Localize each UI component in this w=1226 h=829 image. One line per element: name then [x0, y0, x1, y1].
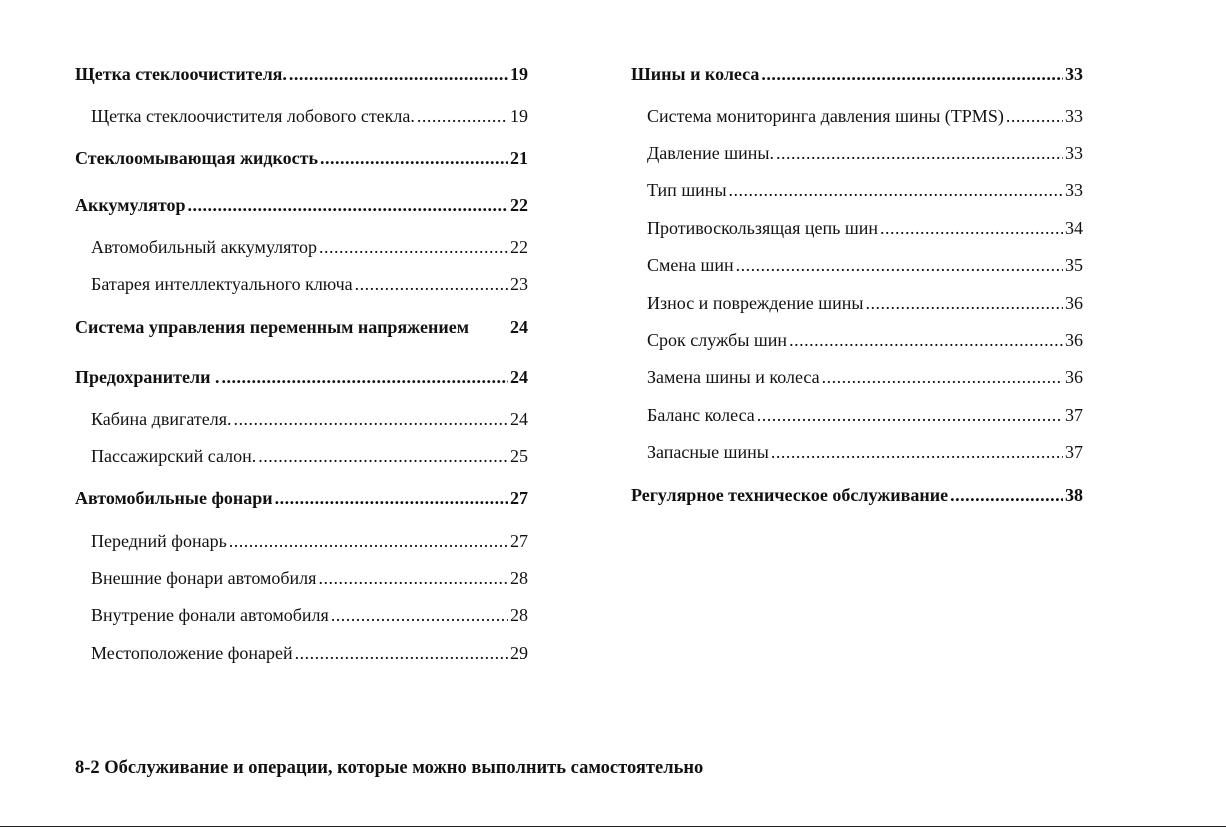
- toc-entry-page-number: 37: [1065, 442, 1083, 462]
- toc-entry: [75, 567, 528, 589]
- toc-dot-leader: [757, 404, 1063, 426]
- toc-entry-title: Регулярное техническое обслуживание: [631, 485, 949, 505]
- toc-entry-title: Система мониторинга давления шины (TPMS): [647, 106, 1004, 126]
- toc-entry: [631, 292, 1083, 314]
- toc-dot-leader: [822, 366, 1063, 388]
- toc-entry-page-number: 22: [510, 195, 528, 215]
- toc-entry-page-number: 34: [1065, 218, 1083, 238]
- toc-entry: [75, 236, 528, 258]
- toc-dot-leader: [789, 329, 1063, 351]
- toc-entry-page-number: 28: [510, 605, 528, 625]
- page-footer: 8-2 Обслуживание и операции, которые можно выполнить самостоятельно: [75, 758, 704, 778]
- toc-dot-leader: [295, 642, 508, 664]
- toc-entry: [75, 105, 528, 127]
- toc-dot-leader: [950, 484, 1063, 506]
- toc-entry-title: Запасные шины: [647, 442, 769, 462]
- toc-entry-page-number: 36: [1065, 293, 1083, 313]
- toc-entry-page-number: 35: [1065, 255, 1083, 275]
- toc-entry-page-number: 33: [1065, 180, 1083, 200]
- toc-entry-title: Предохранители .: [75, 367, 220, 387]
- toc-entry: [631, 217, 1083, 239]
- toc-entry: [75, 147, 528, 169]
- toc-entry-page-number: 24: [510, 367, 528, 387]
- toc-entry: [75, 487, 528, 509]
- toc-entry-page-number: 33: [1065, 106, 1083, 126]
- toc-entry: [631, 441, 1083, 463]
- toc-entry: [75, 194, 528, 216]
- toc-entry-page-number: 33: [1065, 64, 1083, 84]
- toc-entry-title: Система управления переменным напряжением: [75, 317, 469, 337]
- toc-entry-title: Давление шины.: [647, 143, 774, 163]
- toc-dot-leader: [319, 236, 508, 258]
- toc-dot-leader: [229, 530, 508, 552]
- toc-dot-leader: [1006, 105, 1063, 127]
- toc-entry-title: Замена шины и колеса: [647, 367, 820, 387]
- toc-entry-page-number: 22: [510, 237, 528, 257]
- toc-dot-leader: [771, 441, 1063, 463]
- toc-entry-page-number: 28: [510, 568, 528, 588]
- toc-dot-leader: [221, 366, 508, 388]
- toc-dot-leader: [331, 604, 508, 626]
- toc-entry-page-number: 25: [510, 446, 528, 466]
- toc-entry-page-number: 27: [510, 488, 528, 508]
- toc-entry: [75, 408, 528, 430]
- toc-entry-title: Внешние фонари автомобиля: [91, 568, 317, 588]
- toc-entry-title: Пассажирский салон.: [91, 446, 257, 466]
- toc-dot-leader: [289, 63, 508, 85]
- toc-entry: [631, 366, 1083, 388]
- toc-dot-leader: [233, 408, 508, 430]
- toc-entry-page-number: 24: [510, 409, 528, 429]
- toc-entry-title: Передний фонарь: [91, 531, 227, 551]
- toc-dot-leader: [258, 445, 508, 467]
- toc-entry-page-number: 27: [510, 531, 528, 551]
- toc-entry-title: Срок службы шин: [647, 330, 788, 350]
- toc-dot-leader: [417, 105, 508, 127]
- toc-entry-title: Батарея интеллектуального ключа: [91, 274, 353, 294]
- toc-entry: [75, 63, 528, 85]
- toc-dot-leader: [736, 254, 1063, 276]
- toc-entry-title: Местоположение фонарей: [91, 643, 293, 663]
- toc-entry-page-number: 29: [510, 643, 528, 663]
- toc-dot-leader: [880, 217, 1063, 239]
- toc-entry-page-number: 24: [510, 317, 528, 337]
- toc-entry-page-number: 37: [1065, 405, 1083, 425]
- toc-entry: [75, 642, 528, 664]
- toc-dot-leader: [729, 179, 1063, 201]
- toc-entry: [631, 254, 1083, 276]
- toc-entry-title: Шины и колеса: [631, 64, 760, 84]
- toc-entry-title: Кабина двигателя.: [91, 409, 232, 429]
- toc-entry-title: Баланс колеса: [647, 405, 755, 425]
- toc-entry: [631, 63, 1083, 85]
- toc-entry-title: Стеклоомывающая жидкость: [75, 148, 318, 168]
- toc-entry-title: Щетка стеклоочистителя лобового стекла.: [91, 106, 415, 126]
- toc-entry-title: Автомобильные фонари: [75, 488, 273, 508]
- toc-entry: [75, 273, 528, 295]
- toc-dot-leader: [188, 194, 508, 216]
- toc-entry: [75, 366, 528, 388]
- toc-dot-leader: [320, 147, 508, 169]
- toc-entry-page-number: 19: [510, 106, 528, 126]
- toc-entry-title: Автомобильный аккумулятор: [91, 237, 318, 257]
- toc-entry: [75, 604, 528, 626]
- toc-dot-leader: [776, 142, 1063, 164]
- toc-dot-leader: [318, 567, 508, 589]
- toc-entry-page-number: 36: [1065, 367, 1083, 387]
- toc-entry-title: Тип шины: [647, 180, 727, 200]
- toc-entry-page-number: 21: [510, 148, 528, 168]
- toc-entry-page-number: 23: [510, 274, 528, 294]
- toc-dot-leader: [866, 292, 1064, 314]
- toc-entry: [631, 484, 1083, 506]
- toc-entry-title: Внутрение фонали автомобиля: [91, 605, 329, 625]
- toc-entry-title: Щетка стеклоочистителя.: [75, 64, 287, 84]
- toc-entry-page-number: 33: [1065, 143, 1083, 163]
- toc-entry: [631, 105, 1083, 127]
- toc-entry: [631, 404, 1083, 426]
- toc-entry: [75, 316, 528, 338]
- toc-entry: [631, 179, 1083, 201]
- toc-entry-page-number: 38: [1065, 485, 1083, 505]
- toc-entry: [75, 530, 528, 552]
- bottom-rule: [0, 826, 1226, 827]
- toc-entry-page-number: 36: [1065, 330, 1083, 350]
- toc-dot-leader: [761, 63, 1063, 85]
- toc-dot-leader: [275, 487, 508, 509]
- toc-entry: [631, 329, 1083, 351]
- toc-dot-leader: [355, 273, 508, 295]
- toc-entry-title: Противоскользящая цепь шин: [647, 218, 878, 238]
- toc-entry-title: Аккумулятор: [75, 195, 186, 215]
- toc-entry-page-number: 19: [510, 64, 528, 84]
- toc-entry-title: Износ и повреждение шины: [647, 293, 864, 313]
- toc-entry-title: Смена шин: [647, 255, 734, 275]
- toc-entry: [75, 445, 528, 467]
- toc-entry: [631, 142, 1083, 164]
